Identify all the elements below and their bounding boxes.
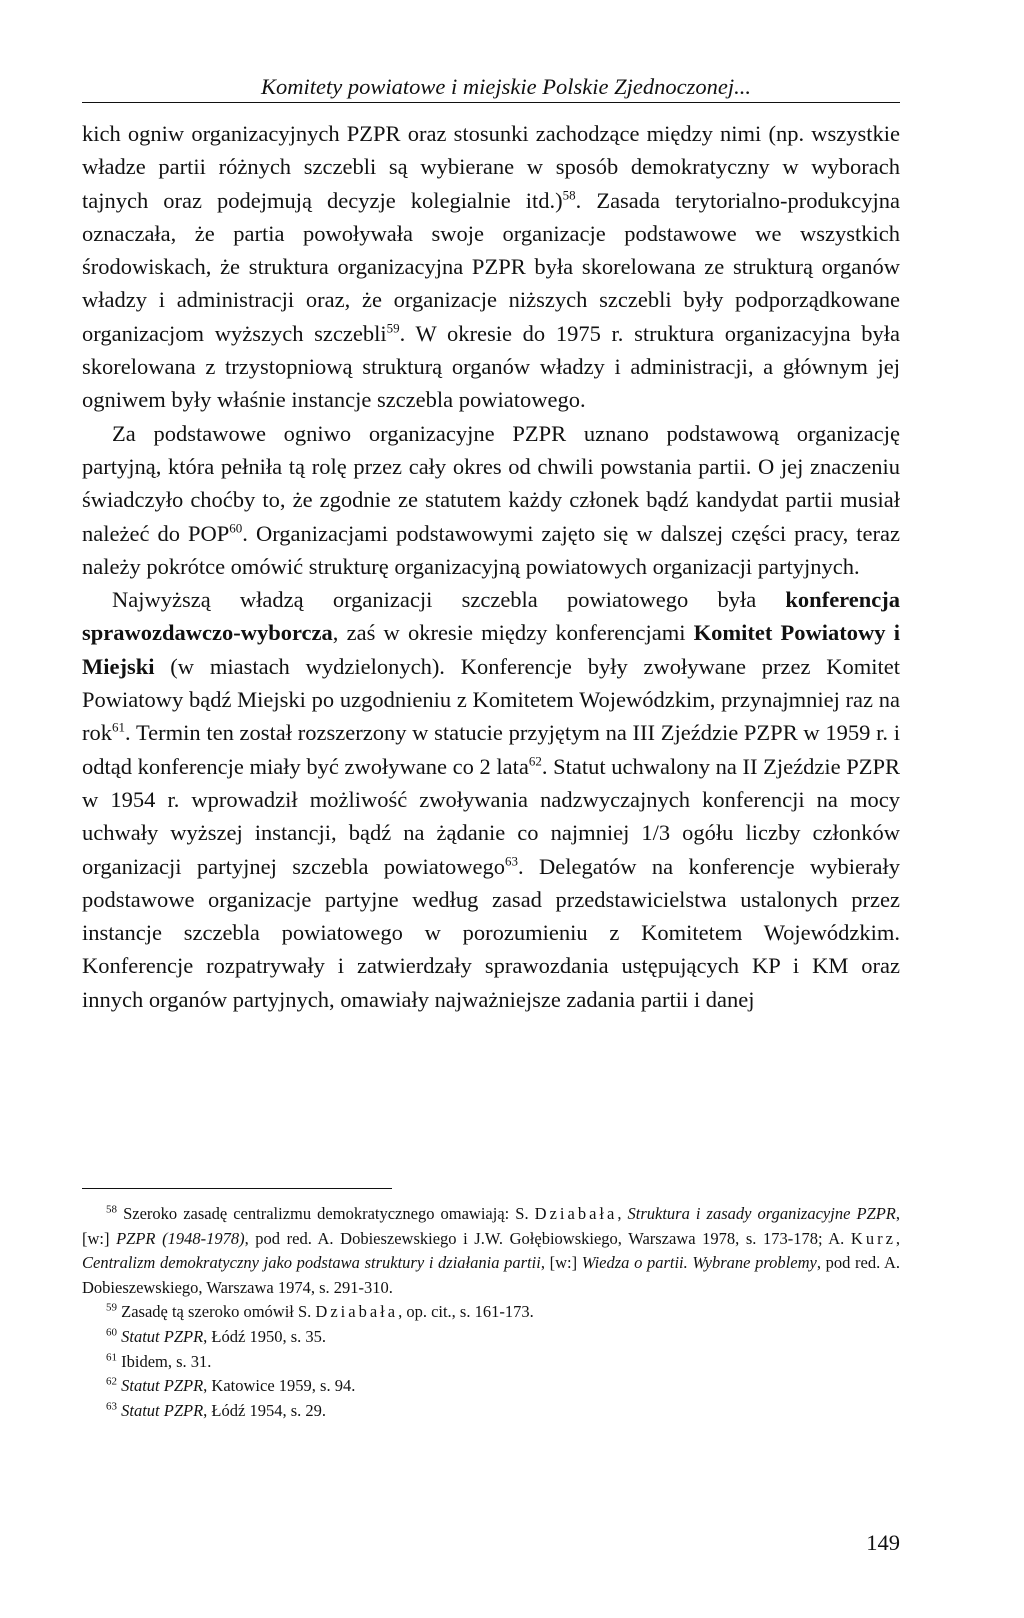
- footnote-text: ,: [895, 1228, 901, 1248]
- citation-title: Struktura i zasady organizacyjne PZPR: [627, 1204, 896, 1223]
- footnote-text: , Łódź 1950, s. 35.: [203, 1326, 326, 1346]
- citation-title: Centralizm demokratyczny jako podstawa struktury i działania partii: [82, 1253, 541, 1273]
- text-run: (w miastach wydzielonych). Konferencje były zwoływane przez Komitet Powiatowy bądź Miejski po uzgodnieniu z Komitetem Wojewódzkim, przynajmniej raz na rok: [82, 653, 900, 746]
- footnote-text: ,: [617, 1204, 628, 1223]
- footnote-ref-59[interactable]: 59: [386, 320, 400, 336]
- footnote-number: 62: [106, 1375, 117, 1388]
- paragraph-2: [82, 417, 900, 583]
- footnote-number: 61: [106, 1351, 117, 1364]
- text-run: . Zasada terytorialno-produkcyjna oznaczała, że partia powoływała swoje organizacje podstawowe we wszystkich środowiskach, że struktura organizacyjna PZPR była skorelowana ze strukturą organów władzy i administracji oraz, że organizacje niższych szczebli były podporządkowane organizacjom wyższych szczebli: [82, 187, 900, 346]
- text-run: kich ogniw organizacyjnych PZPR oraz stosunki zachodzące między nimi (np. wszystkie władze partii różnych szczebli są wybierane w sposób demokratyczny w wyborach tajnych oraz podejmują decyzje kolegialnie itd.): [82, 121, 900, 213]
- footnote-ref-61[interactable]: 61: [112, 719, 125, 735]
- footnote-ref-62[interactable]: 62: [528, 753, 542, 769]
- paragraph-3: [82, 583, 900, 1016]
- citation-title: Statut PZPR: [121, 1400, 204, 1420]
- footnote-text: , [w:]: [82, 1204, 901, 1248]
- citation-title: Statut PZPR: [121, 1376, 204, 1396]
- footnote-text: Szeroko zasadę centralizmu demokratycznego omawiają: S.: [117, 1204, 535, 1223]
- footnote-62: [82, 1374, 900, 1399]
- text-run: . W okresie do 1975 r. struktura organizacyjna była skorelowana z trzystopniową strukturą organów władzy i administracji, a głównym jej ogniwem były właśnie instancje szczebla powiatowego.: [82, 320, 900, 413]
- page-content: [82, 72, 900, 1016]
- citation-title: Wiedza o partii. Wybrane problemy: [581, 1253, 817, 1273]
- author-name: Kurz: [850, 1228, 896, 1248]
- footnote-ref-58[interactable]: 58: [562, 187, 576, 203]
- page-number: 149: [866, 1530, 900, 1555]
- author-name: Dziabała: [315, 1302, 399, 1322]
- text-run: . Delegatów na konferencje wybierały podstawowe organizacje partyjne według zasad przedstawicielstwa ustalonych przez instancje szczebla powiatowego w porozumieniu z Komitetem Wojewódzkim. Konferencje rozpatrywały i zatwierdzały sprawozdania ustępujących KP i KM oraz innych organów partyjnych, omawiały najważniejsze zadania partii i danej: [82, 853, 900, 1012]
- footnote-text: , pod red. A. Dobieszewskiego i J.W. Gołębiowskiego, Warszawa 1978, s. 173-178; A.: [244, 1228, 851, 1248]
- footnote-text: Ibidem, s. 31.: [117, 1351, 212, 1371]
- footnote-text: , op. cit., s. 161-173.: [398, 1302, 534, 1322]
- footnote-text: , Łódź 1954, s. 29.: [203, 1400, 326, 1420]
- footnotes: [82, 1202, 900, 1423]
- footnote-59: [82, 1300, 900, 1325]
- text-run: . Statut uchwalony na II Zjeździe PZPR w 1954 r. wprowadził możliwość zwoływania nadzwyczajnych konferencji na mocy uchwały wyższej instancji, bądź na żądanie co najmniej 1/3 ogółu liczby członków organizacji partyjnej szczebla powiatowego: [82, 753, 900, 879]
- footnote-61: [82, 1350, 900, 1375]
- footnote-text: Zasadę tą szeroko omówił S.: [117, 1302, 316, 1322]
- footnote-60: [82, 1325, 900, 1350]
- footnote-text: , Katowice 1959, s. 94.: [203, 1376, 356, 1396]
- text-run: . Termin ten został rozszerzony w statucie przyjętym na III Zjeździe PZPR w 1959 r. i odtąd konferencje miały być zwoływane co 2 lata: [82, 720, 900, 779]
- footnote-number: 58: [106, 1203, 117, 1216]
- footnote-number: 63: [106, 1400, 117, 1413]
- footnote-number: 60: [106, 1326, 117, 1339]
- author-name: Dziabała: [534, 1204, 618, 1223]
- footnote-text: , [w:]: [540, 1253, 582, 1273]
- bold-term: Komitet Powiatowy i Miejski: [82, 620, 900, 679]
- citation-title: PZPR (1948-1978): [116, 1228, 245, 1248]
- footnote-63: [82, 1399, 900, 1424]
- footnote-ref-60[interactable]: 60: [229, 520, 243, 536]
- footnote-58: [82, 1202, 900, 1300]
- paragraph-1: [82, 117, 900, 417]
- text-run: . Organizacjami podstawowymi zajęto się w dalszej części pracy, teraz należy pokrótce omówić strukturę organizacyjną powiatowych organizacji partyjnych.: [82, 520, 900, 579]
- bold-term: konferencja sprawozdawczo-wyborcza: [82, 587, 900, 646]
- footnote-number: 59: [106, 1301, 117, 1314]
- body-text: [82, 117, 900, 1016]
- header-rule: [82, 102, 900, 103]
- text-run: Najwyższą władzą organizacji szczebla powiatowego była: [112, 587, 786, 613]
- text-run: , zaś w okresie między konferencjami: [332, 620, 694, 646]
- running-head: Komitety powiatowe i miejskie Polskie Zjednoczonej...: [261, 74, 751, 99]
- text-run: Za podstawowe ogniwo organizacyjne PZPR uznano podstawową organizację partyjną, która pełniła tą rolę przez cały okres od chwili powstania partii. O jej znaczeniu świadczyło choćby to, że zgodnie ze statutem każdy członek bądź kandydat partii musiał należeć do POP: [82, 420, 900, 546]
- citation-title: Statut PZPR: [121, 1326, 204, 1346]
- footnote-rule: [82, 1188, 392, 1189]
- footnote-text: , pod red. A. Dobieszewskiego, Warszawa 1974, s. 291-310.: [82, 1253, 901, 1297]
- footnote-ref-63[interactable]: 63: [505, 853, 519, 869]
